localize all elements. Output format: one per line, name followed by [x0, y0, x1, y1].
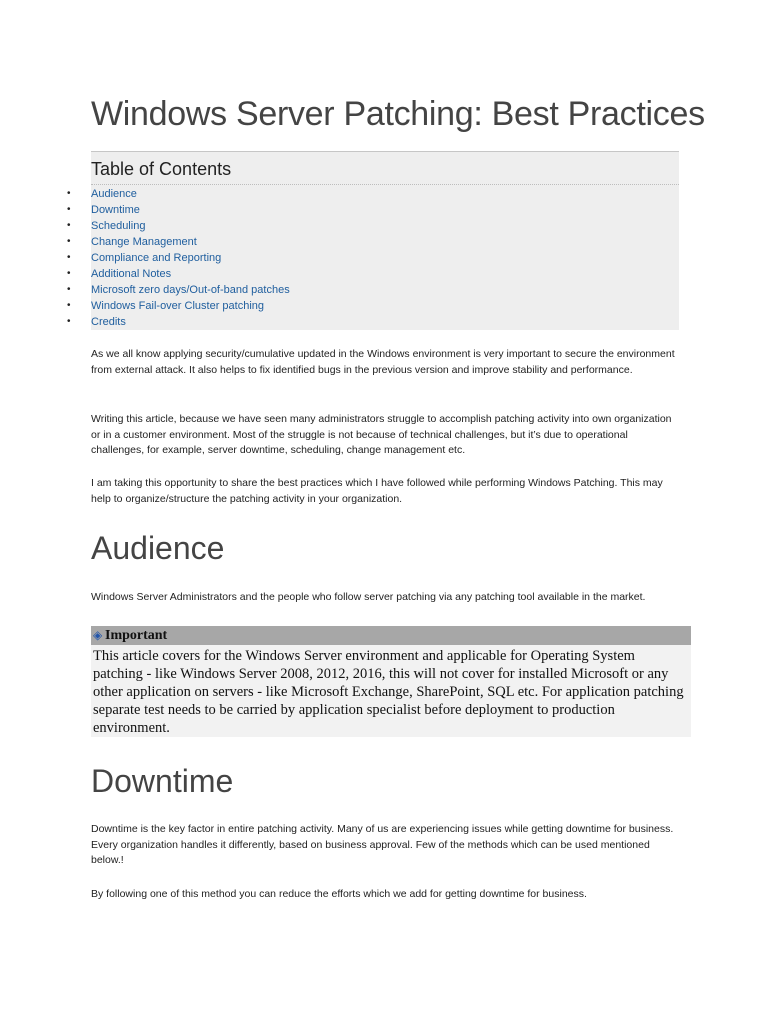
bullet-icon: • [67, 220, 71, 231]
toc-heading: Table of Contents [91, 154, 679, 185]
toc-link-compliance[interactable]: Compliance and Reporting [91, 252, 222, 264]
toc-item-scheduling [67, 218, 290, 234]
bullet-icon: • [67, 252, 71, 263]
toc-item-compliance [67, 250, 290, 266]
bullet-icon: • [67, 284, 71, 295]
intro-paragraph-1: As we all know applying security/cumulative updated in the Windows environment is very important to secure the environment from external attack. It also helps to fix identified bugs in the previous version and improve stability and performance. [91, 348, 675, 376]
toc-link-additional-notes[interactable]: Additional Notes [91, 268, 172, 280]
important-text: This article covers for the Windows Server environment and applicable for Operating System patching - like Windows Server 2008, 2012, 2016, this will not cover for installed Microsoft or any other application on servers - like Microsoft Exchange, SharePoint, SQL etc. For application patching separate test needs to be carried by application specialist before deployment to production environment. [91, 645, 691, 737]
toc-item-additional-notes [67, 266, 290, 282]
intro-paragraph-3: I am taking this opportunity to share the best practices which I have followed while performing Windows Patching. This may help to organize/structure the patching activity in your organization. [91, 477, 663, 505]
toc-link-change-management[interactable]: Change Management [91, 236, 197, 248]
toc-item-downtime [67, 202, 290, 218]
toc-link-downtime[interactable]: Downtime [91, 204, 140, 216]
toc-item-zero-days [67, 282, 290, 298]
important-header [91, 626, 691, 645]
toc-link-scheduling[interactable]: Scheduling [91, 220, 146, 232]
toc-link-audience[interactable]: Audience [91, 188, 137, 200]
toc-item-audience [67, 186, 290, 202]
audience-paragraph: Windows Server Administrators and the people who follow server patching via any patching tool available in the market. [91, 591, 646, 603]
toc-link-credits[interactable]: Credits [91, 316, 126, 328]
bullet-icon: • [67, 204, 71, 215]
important-callout [91, 626, 691, 737]
bullet-icon: • [67, 236, 71, 247]
toc-item-cluster-patching [67, 298, 290, 314]
warning-icon: ◈ [93, 628, 103, 642]
downtime-paragraph-1: Downtime is the key factor in entire patching activity. Many of us are experiencing issues while getting downtime for business. Every organization handles it differently, based on business approval. Few of the methods which can be used mentioned below.! [91, 823, 674, 866]
bullet-icon: • [67, 316, 71, 327]
toc-link-zero-days[interactable]: Microsoft zero days/Out-of-band patches [91, 284, 290, 296]
downtime-heading: Downtime [91, 763, 234, 799]
table-of-contents [67, 151, 679, 330]
audience-heading: Audience [91, 530, 225, 566]
toc-link-cluster-patching[interactable]: Windows Fail-over Cluster patching [91, 300, 265, 312]
toc-item-change-management [67, 234, 290, 250]
toc-item-credits [67, 314, 290, 330]
bullet-icon: • [67, 268, 71, 279]
downtime-paragraph-2: By following one of this method you can reduce the efforts which we add for getting downtime for business. [91, 888, 587, 900]
bullet-icon: • [67, 300, 71, 311]
bullet-icon: • [67, 188, 71, 199]
intro-paragraph-2: Writing this article, because we have seen many administrators struggle to accomplish patching activity into own organization or in a customer environment. Most of the struggle is not because of technical challenges, but it’s due to operational challenges, for example, server downtime, scheduling, change management etc. [91, 413, 672, 456]
toc-list [67, 186, 290, 330]
important-label: Important [105, 628, 168, 643]
page-title: Windows Server Patching: Best Practices [91, 95, 705, 133]
